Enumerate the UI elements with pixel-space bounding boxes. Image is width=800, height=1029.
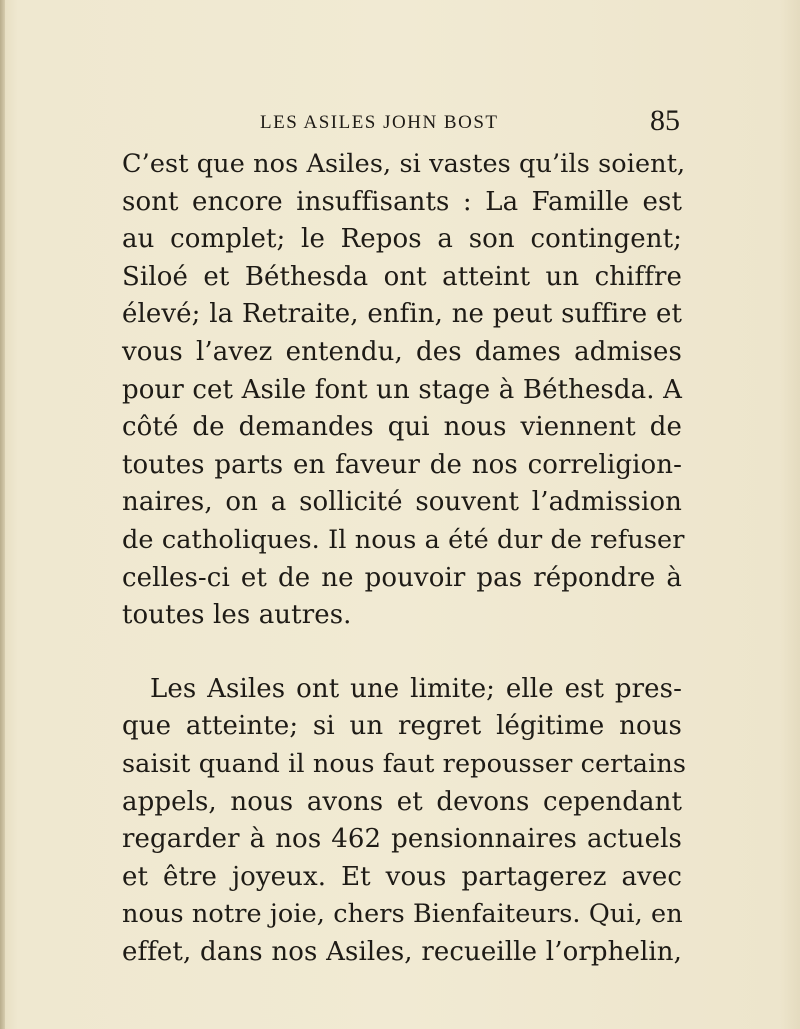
text-line: appels, nous avons et devons cependant xyxy=(122,786,682,817)
running-title: LES ASILES JOHN BOST xyxy=(260,112,499,133)
text-line: et être joyeux. Et vous partagerez avec xyxy=(122,861,682,892)
running-head xyxy=(122,104,682,142)
page-number: 85 xyxy=(650,104,680,137)
paragraph-1 xyxy=(122,146,686,635)
text-line: toutes parts en faveur de nos correligion- xyxy=(122,449,682,480)
text-line: de catholiques. Il nous a été dur de refuser xyxy=(122,524,685,555)
text-line: côté de demandes qui nous viennent de xyxy=(122,412,682,443)
text-line: Siloé et Béthesda ont atteint un chiffre xyxy=(122,261,682,292)
text-line: nous notre joie, chers Bienfaiteurs. Qui, en xyxy=(122,899,683,930)
paragraph-2 xyxy=(122,671,687,972)
text-line: pour cet Asile font un stage à Béthesda. A xyxy=(122,374,682,405)
text-line: naires, on a sollicité souvent l’admission xyxy=(122,487,682,518)
page-binding-edge xyxy=(0,0,5,1029)
text-line: effet, dans nos Asiles, recueille l’orphelin, xyxy=(122,936,682,967)
text-line: celles-ci et de ne pouvoir pas répondre à xyxy=(122,562,682,593)
text-line: saisit quand il nous faut repousser certains xyxy=(122,748,687,779)
text-line: sont encore insuffisants : La Famille est xyxy=(122,186,682,217)
text-line: au complet; le Repos a son contingent; xyxy=(122,224,682,255)
text-line: Les Asiles ont une limite; elle est pres- xyxy=(150,673,682,704)
text-line: C’est que nos Asiles, si vastes qu’ils soient, xyxy=(122,149,686,179)
text-line: que atteinte; si un regret légitime nous xyxy=(122,711,682,742)
text-line: regarder à nos 462 pensionnaires actuels xyxy=(122,824,682,855)
text-line: vous l’avez entendu, des dames admises xyxy=(122,336,682,367)
body-text xyxy=(122,146,687,971)
text-line: élevé; la Retraite, enfin, ne peut suffire et xyxy=(122,299,682,330)
paragraph-gap xyxy=(122,635,682,671)
text-line: toutes les autres. xyxy=(122,600,352,631)
